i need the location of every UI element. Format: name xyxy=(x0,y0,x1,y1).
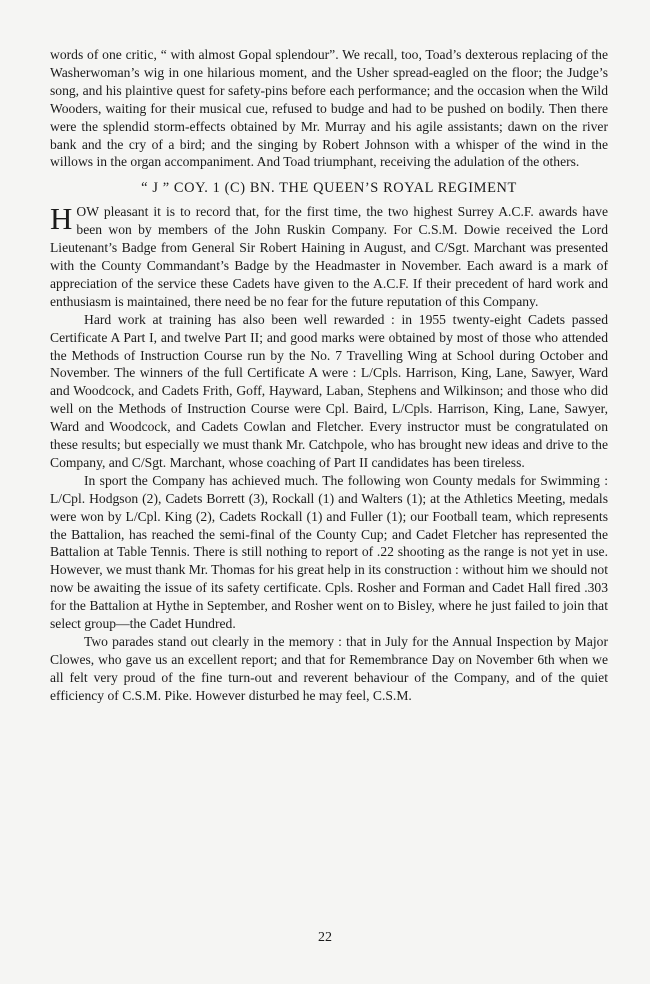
paragraph-2: Hard work at training has also been well rewarded : in 1955 twenty-eight Cadets passed Certificate A Part I, and twelve Part II; and good marks were obtained by most of those who attended the Methods of Instruction Course run by the No. 7 Travelling Wing at School during October and November. The winners of the full Certificate A were : L/Cpls. Harrison, King, Lane, Sawyer, Ward and Woodcock, and Cadets Frith, Goff, Hayward, Laban, Stephens and Wilkinson; and those who did well on the Methods of Instruction Course were Cpl. Baird, L/Cpls. Harrison, King, Lane, Sawyer, Ward and Woodcock, and Cadets Cowlan and Fletcher. Every instructor must be congratulated on these results; but especially we must thank Mr. Catchpole, who has brought new ideas and drive to the Company, and C/Sgt. Marchant, whose coaching of Part II candidates has been tireless. xyxy=(50,311,608,470)
paragraph-3: In sport the Company has achieved much. The following won County medals for Swimming : L/Cpl. Hodgson (2), Cadets Borrett (3), Rockall (1) and Walters (1); at the Athletics Meeting, medals were won by L/Cpl. King (2), Cadets Rockall (1) and Fuller (1); our Football team, which represents the Battalion, has reached the semi-final of the County Cup; and Cadet Fletcher has represented the Battalion at Table Tennis. There is still nothing to report of .22 shooting as the range is not yet in use. However, we must thank Mr. Thomas for his great help in its construction : without him we should not now be awaiting the issue of its safety certificate. Cpls. Rosher and Forman and Cadet Hall fired .303 for the Battalion at Hythe in September, and Rosher went on to Bisley, where he just failed to join that select group—the Cadet Hundred. xyxy=(50,472,608,632)
page-number: 22 xyxy=(318,930,332,945)
drop-cap: H xyxy=(50,201,73,237)
paragraph-1 xyxy=(50,203,608,310)
paragraph-1-text: OW pleasant it is to record that, for the first time, the two highest Surrey A.C.F. awards have been won by members of the John Ruskin Company. For C.S.M. Dowie received the Lord Lieutenant’s Badge from General Sir Robert Haining in August, and C/Sgt. Marchant was presented with the County Commandant’s Badge by the Headmaster in November. Each award is a mark of appreciation of the service these Cadets have given to the A.C.F. If their precedent of hard work and enthusiasm is maintained, there need be no fear for the future reputation of this Company. xyxy=(50,204,608,309)
section-heading: “ J ” COY. 1 (C) BN. THE QUEEN’S ROYAL REGIMENT xyxy=(141,180,517,197)
paragraph-4: Two parades stand out clearly in the memory : that in July for the Annual Inspection by Major Clowes, who gave us an excellent report; and that for Remembrance Day on November 6th when we all felt very proud of the fine turn-out and reverent behaviour of the Company, and of the quiet efficiency of C.S.M. Pike. However disturbed he may feel, C.S.M. xyxy=(50,634,608,703)
document-page xyxy=(50,46,608,705)
intro-paragraph: words of one critic, “ with almost Gopal splendour”. We recall, too, Toad’s dexterous replacing of the Washerwoman’s wig in one hilarious moment, and the Usher spread-eagled on the floor; the Judge’s song, and his plaintive quest for safety-pins before each performance; and the occasion when the Wild Wooders, waiting for their musical cue, refused to budge and had to be pushed on bodily. Then there were the splendid storm-effects obtained by Mr. Murray and his agile assistants; dawn on the river bank and the cry of a bird; and the singing by Robert Johnson with a whisper of the wind in the willows in the organ accompaniment. And Toad triumphant, receiving the adulation of the others. xyxy=(50,47,608,170)
